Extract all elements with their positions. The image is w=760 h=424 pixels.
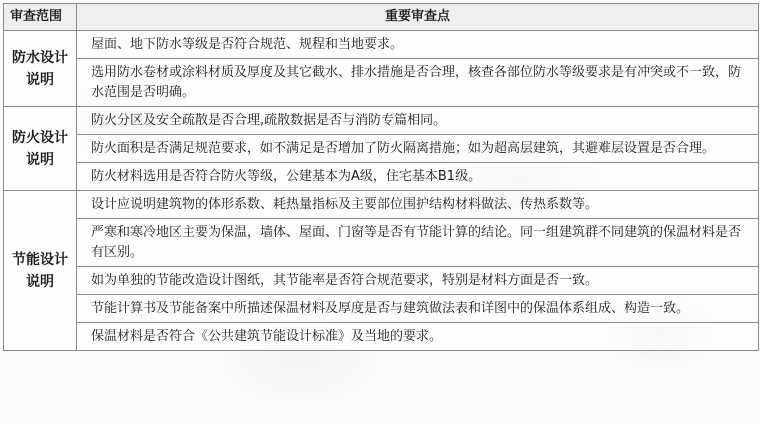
table-row	[4, 267, 759, 295]
table-row	[4, 219, 759, 267]
review-point: 保温材料是否符合《公共建筑节能设计标准》及当地的要求。	[77, 323, 759, 351]
review-point: 如为单独的节能改造设计图纸，其节能率是否符合规范要求，特别是材料方面是否一致。	[77, 267, 759, 295]
scope-energy-saving: 节能设计说明	[4, 191, 77, 351]
review-table	[3, 3, 759, 351]
table-row	[4, 59, 759, 107]
table-row	[4, 191, 759, 219]
review-point: 防火面积是否满足规范要求，如不满足是否增加了防火隔离措施；如为超高层建筑，其避难层设置是否合理。	[77, 135, 759, 163]
table-row	[4, 295, 759, 323]
review-point: 严寒和寒冷地区主要为保温，墙体、屋面、门窗等是否有节能计算的结论。同一组建筑群不同建筑的保温材料是否有区别。	[77, 219, 759, 267]
table-row	[4, 135, 759, 163]
header-points: 重要审查点	[77, 4, 759, 31]
table-row	[4, 107, 759, 135]
table-row	[4, 31, 759, 59]
review-point: 设计应说明建筑物的体形系数、耗热量指标及主要部位围护结构材料做法、传热系数等。	[77, 191, 759, 219]
review-point: 节能计算书及节能备案中所描述保温材料及厚度是否与建筑做法表和详图中的保温体系组成、构造一致。	[77, 295, 759, 323]
scope-waterproofing: 防水设计说明	[4, 31, 77, 107]
review-point: 屋面、地下防水等级是否符合规范、规程和当地要求。	[77, 31, 759, 59]
table-row	[4, 323, 759, 351]
table-row	[4, 163, 759, 191]
review-point: 防火材料选用是否符合防火等级，公建基本为A级，住宅基本B1级。	[77, 163, 759, 191]
review-point: 防火分区及安全疏散是否合理,疏散数据是否与消防专篇相同。	[77, 107, 759, 135]
scope-fire-protection: 防火设计说明	[4, 107, 77, 191]
header-scope: 审查范围	[4, 4, 77, 31]
table-header-row	[4, 4, 759, 31]
review-point: 选用防水卷材或涂料材质及厚度及其它截水、排水措施是否合理，核查各部位防水等级要求是有冲突或不一致，防水范围是否明确。	[77, 59, 759, 107]
